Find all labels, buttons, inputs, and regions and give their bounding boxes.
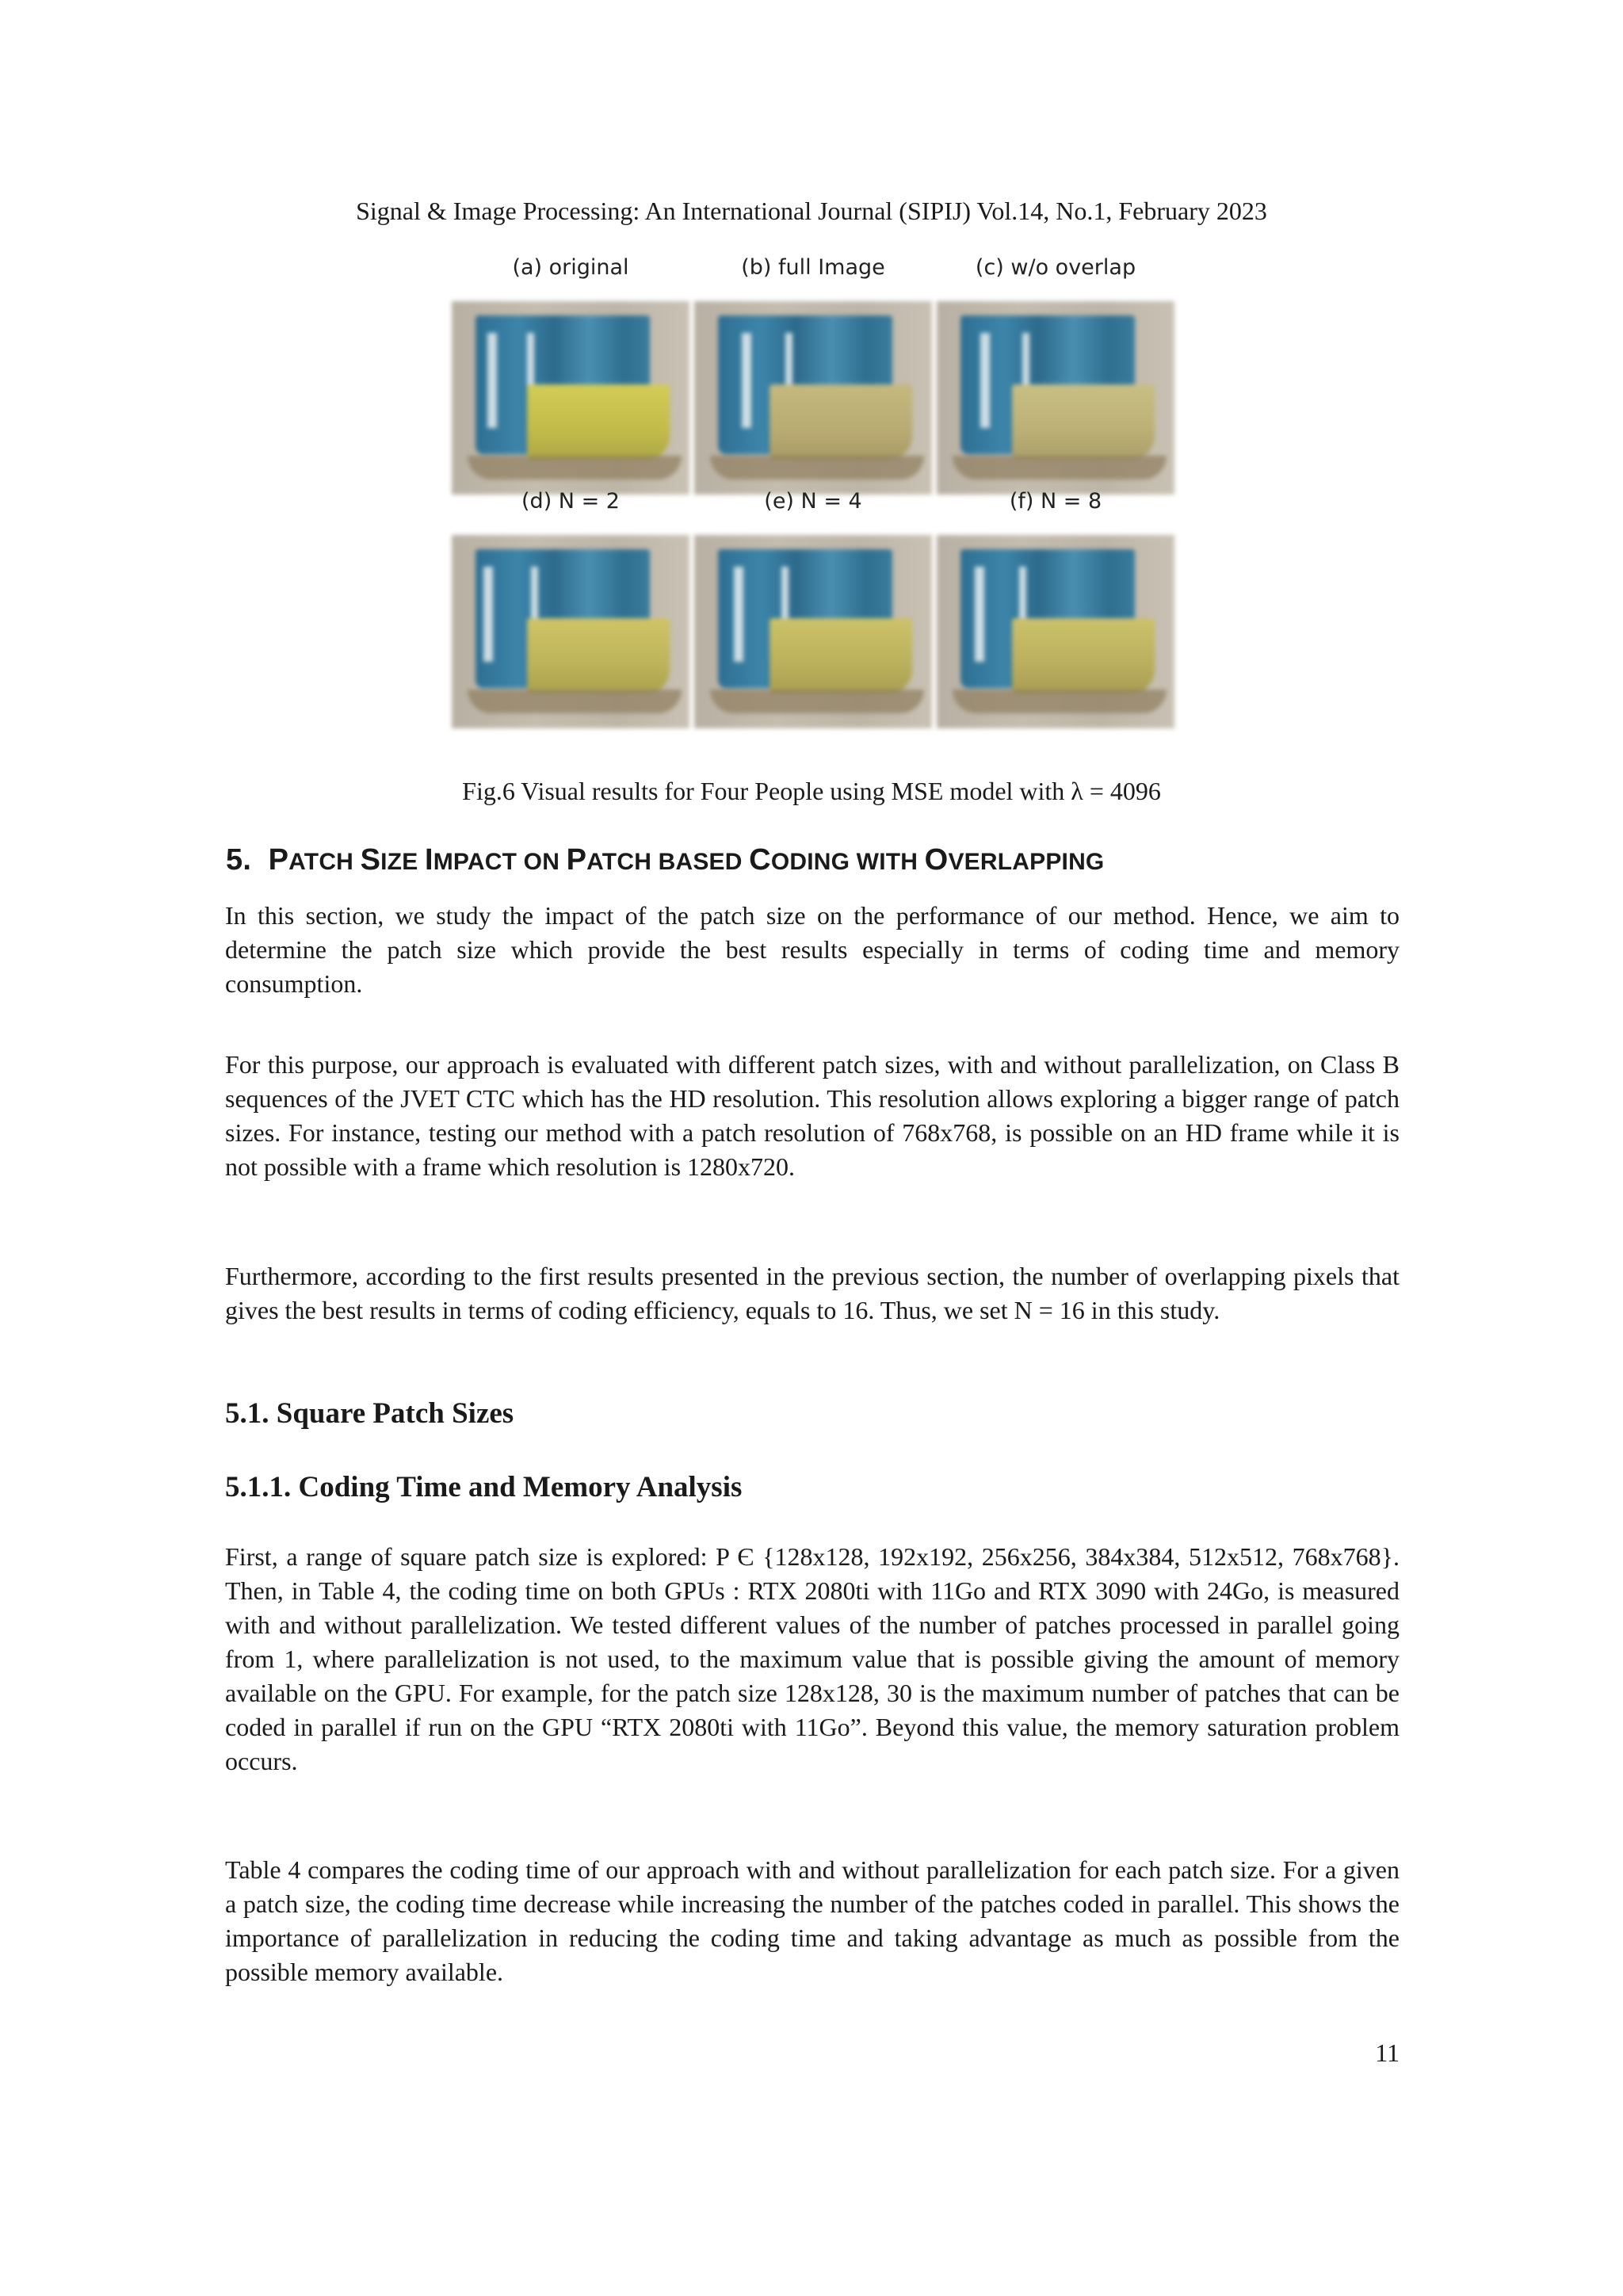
panel-image <box>694 535 932 728</box>
figure-6 <box>452 252 1181 728</box>
panel-image <box>937 535 1174 728</box>
paragraph: In this section, we study the impact of the patch size on the performance of our method. Hence, we aim to determine the patch size which provide the best results especially in terms of coding time and memory consumption. <box>225 901 1400 998</box>
subsubsection-heading: 5.1.1. Coding Time and Memory Analysis <box>225 1471 743 1503</box>
section-heading <box>226 840 1399 882</box>
paragraph: For this purpose, our approach is evaluated with different patch sizes, with and without parallelization, on Class B sequences of the JVET CTC which has the HD resolution. This resolution allows exploring a bigger range of patch sizes. For instance, testing our method with a patch resolution of 768x768, is possible on an HD frame while it is not possible with a frame which resolution is 1280x720. <box>225 1050 1400 1181</box>
panel-label: (d) N = 2 <box>521 489 620 514</box>
paragraph: First, a range of square patch size is explored: P Є {128x128, 192x192, 256x256, 384x384, 512x512, 768x768}. Then, in Table 4, the coding time on both GPUs : RTX 2080ti with 11Go and RTX 3090 with 24Go, is measured with and without parallelization. We tested different values of the number of patches processed in parallel going from 1, where parallelization is not used, to the maximum value that is possible giving the amount of memory available on the GPU. For example, for the patch size 128x128, 30 is the maximum number of patches that can be coded in parallel if run on the GPU “RTX 2080ti with 11Go”. Beyond this value, the memory saturation problem occurs. <box>225 1542 1400 1775</box>
paragraph: Furthermore, according to the first results presented in the previous section, the number of overlapping pixels that gives the best results in terms of coding efficiency, equals to 16. Thus, we set N = 16 in this study. <box>225 1262 1400 1324</box>
panel-image <box>452 535 689 728</box>
running-header: Signal & Image Processing: An International Journal (SIPIJ) Vol.14, No.1, February 2023 <box>356 197 1267 225</box>
panel-label: (b) full Image <box>741 255 885 280</box>
panel-label: (f) N = 8 <box>1009 489 1102 514</box>
figure-caption: Fig.6 Visual results for Four People using MSE model with λ = 4096 <box>462 777 1161 805</box>
panel-image <box>694 301 932 495</box>
panel-image <box>452 301 689 495</box>
section-number: 5. <box>226 843 252 877</box>
panel-label: (c) w/o overlap <box>975 255 1136 280</box>
panel-label: (a) original <box>512 255 629 280</box>
paragraph: Table 4 compares the coding time of our approach with and without parallelization for each patch size. For a given a patch size, the coding time decrease while increasing the number of the patches coded in parallel. This shows the importance of parallelization in reducing the coding time and taking advantage as much as possible from the possible memory available. <box>225 1855 1400 1986</box>
subsection-heading: 5.1. Square Patch Sizes <box>225 1397 514 1430</box>
panel-label: (e) N = 4 <box>764 489 862 514</box>
page-number: 11 <box>1375 2038 1400 2067</box>
panel-image <box>937 301 1174 495</box>
section-title: PATCH SIZE IMPACT ON PATCH BASED CODING WITH OVERLAPPING <box>268 843 1105 877</box>
